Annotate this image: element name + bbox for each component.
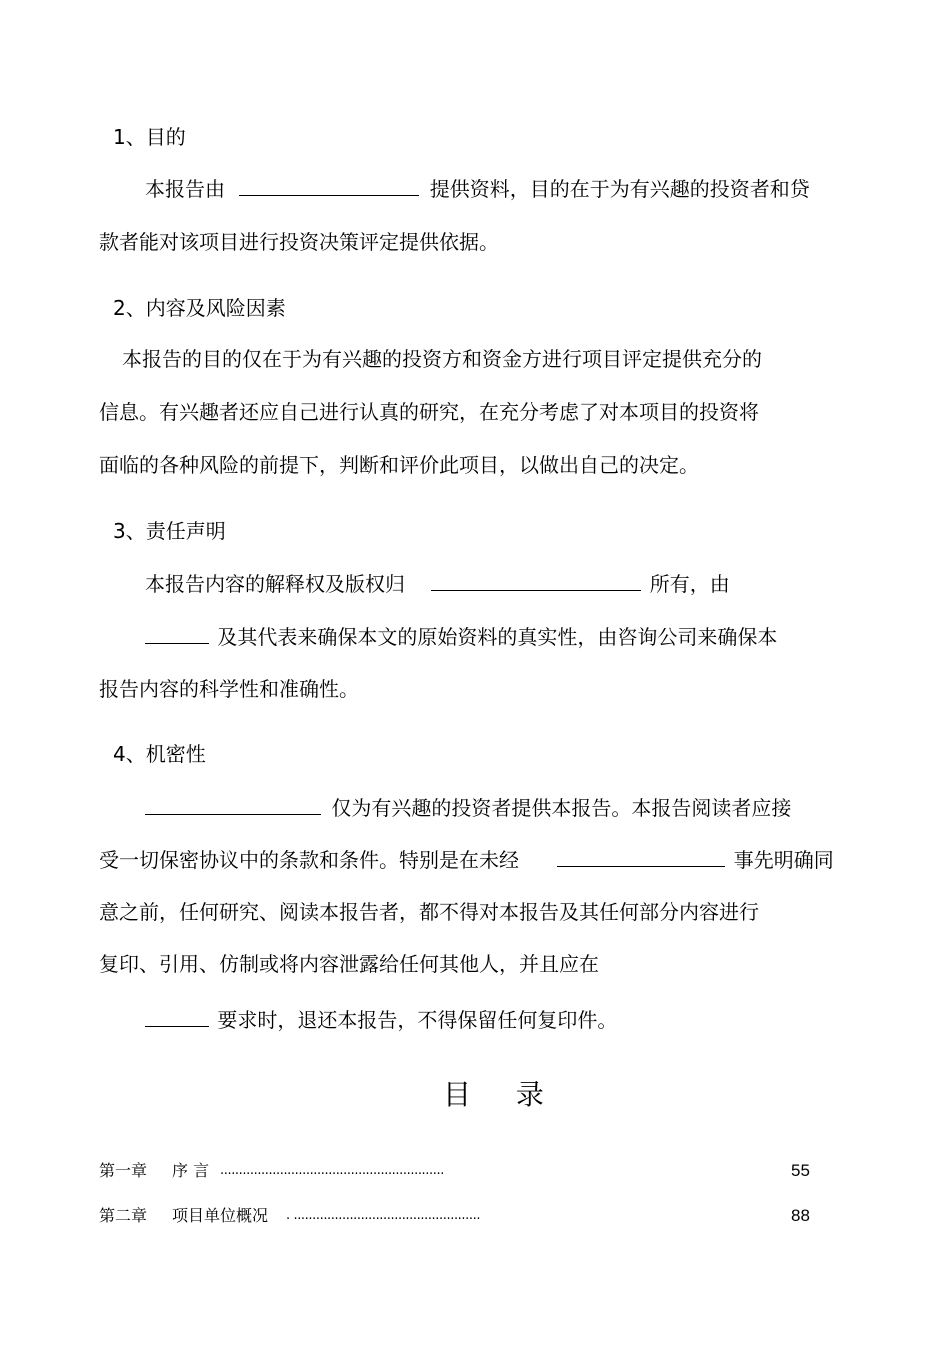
section-4-paragraph-line-2 — [99, 846, 834, 873]
text-segment: 本报告由 — [145, 177, 225, 201]
section-4-paragraph-line-3: 意之前，任何研究、阅读本报告者，都不得对本报告及其任何部分内容进行 — [99, 900, 759, 924]
blank-consenting-party — [557, 846, 725, 867]
section-1-paragraph-line-1 — [145, 175, 810, 202]
text-segment: 仅为有兴趣的投资者提供本报告。本报告阅读者应接 — [331, 796, 792, 820]
section-4-paragraph-line-4: 复印、引用、仿制或将内容泄露给任何其他人，并且应在 — [99, 952, 599, 976]
toc-page-number: 88 — [791, 1206, 810, 1225]
toc-chapter-number: 第一章 — [99, 1161, 148, 1180]
text-segment: 提供资料，目的在于为有兴趣的投资者和贷 — [429, 177, 810, 201]
text-segment: 受一切保密协议中的条款和条件。特别是在未经 — [99, 848, 519, 872]
blank-provider — [145, 794, 321, 815]
section-4-paragraph-line-5 — [145, 1006, 617, 1033]
blank-provider — [239, 175, 419, 196]
section-1-heading: 1、目的 — [113, 125, 186, 149]
toc-page-number: 55 — [791, 1161, 810, 1180]
text-segment: 事先明确同 — [733, 848, 834, 872]
section-4-paragraph-line-1 — [145, 794, 791, 821]
section-3-paragraph-line-3: 报告内容的科学性和准确性。 — [99, 677, 359, 701]
text-segment: 所有，由 — [649, 572, 730, 596]
text-segment: 及其代表来确保本文的原始资料的真实性，由咨询公司来确保本 — [217, 625, 778, 649]
toc-chapter-name: 项目单位概况 — [172, 1206, 269, 1225]
section-2-paragraph-line-3: 面临的各种风险的前提下，判断和评价此项目，以做出自己的决定。 — [99, 453, 699, 477]
section-3-heading: 3、责任声明 — [113, 519, 226, 543]
toc-dot-leader: ............................................................ — [220, 1163, 444, 1178]
section-2-paragraph-line-2: 信息。有兴趣者还应自己进行认真的研究，在充分考虑了对本项目的投资将 — [99, 400, 759, 424]
text-segment: 本报告内容的解释权及版权归 — [145, 572, 405, 596]
section-3-paragraph-line-2 — [145, 623, 777, 650]
section-2-paragraph-line-1: 本报告的目的仅在于为有兴趣的投资方和资金方进行项目评定提供充分的 — [122, 347, 762, 371]
section-3-paragraph-line-1 — [145, 570, 730, 597]
section-1-paragraph-line-2: 款者能对该项目进行投资决策评定提供依据。 — [99, 230, 499, 254]
toc-chapter-name: 序 言 — [172, 1161, 210, 1180]
text-segment: 要求时，退还本报告，不得保留任何复印件。 — [217, 1008, 618, 1032]
toc-title: 目 录 — [443, 1078, 562, 1111]
toc-dot-leader: . .................................................. — [286, 1208, 481, 1223]
section-2-heading: 2、内容及风险因素 — [113, 296, 286, 320]
blank-requesting-party — [145, 1006, 209, 1027]
section-4-heading: 4、机密性 — [113, 742, 206, 766]
blank-party — [145, 623, 209, 644]
blank-copyright-owner — [431, 570, 641, 591]
toc-chapter-number: 第二章 — [99, 1206, 148, 1225]
